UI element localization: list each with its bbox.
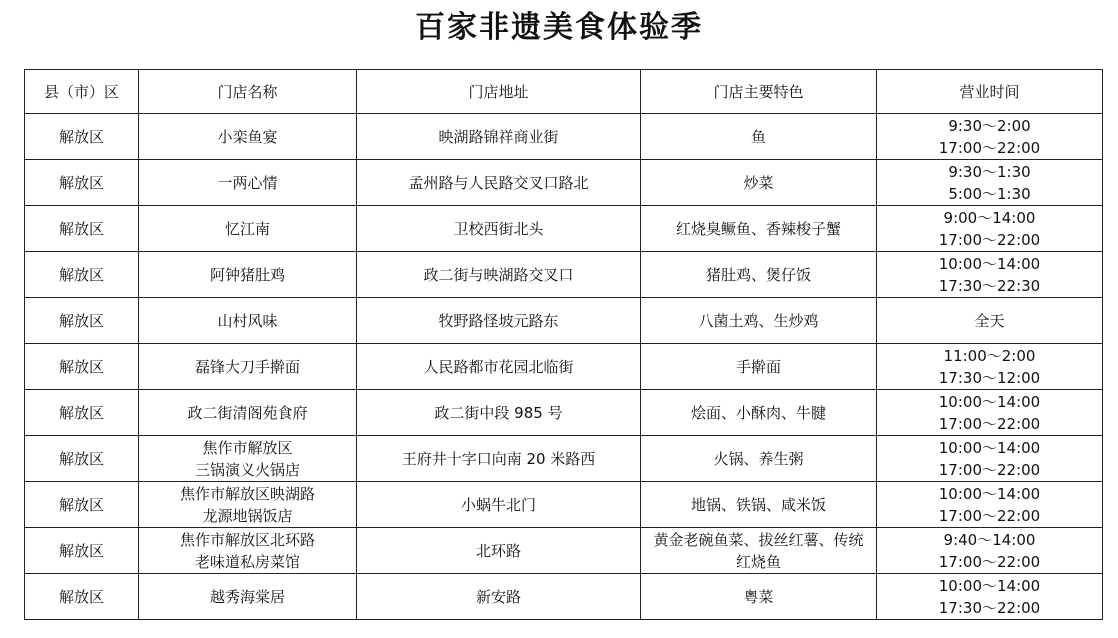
table-row — [25, 482, 1103, 528]
store-feature-cell — [641, 482, 877, 528]
table-row — [25, 528, 1103, 574]
store-name-cell — [139, 528, 357, 574]
hours-line: 17:30～22:00 — [938, 598, 1041, 617]
district-cell: 解放区 — [25, 298, 139, 344]
feature-line: 烩面、小酥肉、牛腱 — [690, 403, 826, 422]
table-row — [25, 344, 1103, 390]
store-address-cell: 映湖路锦祥商业街 — [357, 114, 641, 160]
store-address-cell: 北环路 — [357, 528, 641, 574]
name-line: 一两心情 — [217, 173, 278, 192]
store-name-cell — [139, 206, 357, 252]
table-row — [25, 298, 1103, 344]
store-name-cell — [139, 298, 357, 344]
name-line: 山村风味 — [217, 311, 278, 330]
store-name-cell — [139, 436, 357, 482]
store-address-cell: 小蜗牛北门 — [357, 482, 641, 528]
hours-line: 17:00～22:00 — [938, 460, 1041, 479]
hours-line: 10:00～14:00 — [938, 438, 1041, 457]
business-hours-cell — [877, 436, 1103, 482]
feature-line: 黄金老碗鱼菜、拔丝红薯、传统 — [653, 530, 864, 549]
district-cell: 解放区 — [25, 390, 139, 436]
store-name-cell — [139, 114, 357, 160]
hours-line: 10:00～14:00 — [938, 392, 1041, 411]
business-hours-cell — [877, 114, 1103, 160]
store-feature-cell — [641, 528, 877, 574]
hours-line: 5:00～1:30 — [948, 184, 1031, 203]
hours-line: 17:00～22:00 — [938, 138, 1041, 157]
business-hours-cell — [877, 482, 1103, 528]
feature-line: 炒菜 — [743, 173, 774, 192]
hours-line: 10:00～14:00 — [938, 484, 1041, 503]
store-table — [24, 69, 1103, 620]
table-row — [25, 114, 1103, 160]
store-feature-cell — [641, 160, 877, 206]
store-address-cell: 政二街中段 985 号 — [357, 390, 641, 436]
district-cell: 解放区 — [25, 344, 139, 390]
store-feature-cell — [641, 252, 877, 298]
hours-line: 17:30～12:00 — [938, 368, 1041, 387]
store-address-cell: 卫校西街北头 — [357, 206, 641, 252]
store-feature-cell — [641, 206, 877, 252]
feature-line: 鱼 — [750, 127, 766, 146]
name-line: 老味道私房菜馆 — [194, 552, 300, 571]
header-business-hours: 营业时间 — [877, 70, 1103, 114]
table-row — [25, 390, 1103, 436]
name-line: 焦作市解放区映湖路 — [179, 484, 315, 503]
feature-line: 猪肚鸡、煲仔饭 — [705, 265, 811, 284]
name-line: 忆江南 — [224, 219, 270, 238]
store-feature-cell — [641, 436, 877, 482]
feature-line: 八菌土鸡、生炒鸡 — [698, 311, 819, 330]
store-name-cell — [139, 390, 357, 436]
name-line: 龙源地锅饭店 — [202, 506, 293, 525]
hours-line: 17:00～22:00 — [938, 414, 1041, 433]
store-name-cell — [139, 252, 357, 298]
store-address-cell: 孟州路与人民路交叉口路北 — [357, 160, 641, 206]
store-name-cell — [139, 344, 357, 390]
table-body — [25, 114, 1103, 620]
feature-line: 火锅、养生粥 — [713, 449, 804, 468]
header-store-feature: 门店主要特色 — [641, 70, 877, 114]
header-store-name: 门店名称 — [139, 70, 357, 114]
hours-line: 9:30～1:30 — [948, 162, 1031, 181]
district-cell: 解放区 — [25, 436, 139, 482]
store-name-cell — [139, 574, 357, 620]
table-row — [25, 206, 1103, 252]
name-line: 阿钟猪肚鸡 — [209, 265, 285, 284]
business-hours-cell — [877, 344, 1103, 390]
store-feature-cell — [641, 390, 877, 436]
business-hours-cell — [877, 160, 1103, 206]
business-hours-cell — [877, 298, 1103, 344]
feature-line: 手擀面 — [735, 357, 781, 376]
name-line: 焦作市解放区北环路 — [179, 530, 315, 549]
name-line: 政二街清阁苑食府 — [187, 403, 308, 422]
name-line: 小栾鱼宴 — [217, 127, 278, 146]
hours-line: 17:00～22:00 — [938, 552, 1041, 571]
business-hours-cell — [877, 206, 1103, 252]
hours-line: 11:00～2:00 — [943, 346, 1036, 365]
store-feature-cell — [641, 574, 877, 620]
district-cell: 解放区 — [25, 482, 139, 528]
name-line: 越秀海棠居 — [209, 587, 285, 606]
store-name-cell — [139, 160, 357, 206]
business-hours-cell — [877, 390, 1103, 436]
business-hours-cell — [877, 252, 1103, 298]
store-address-cell: 政二街与映湖路交叉口 — [357, 252, 641, 298]
table-header-row — [25, 70, 1103, 114]
district-cell: 解放区 — [25, 574, 139, 620]
business-hours-cell — [877, 574, 1103, 620]
hours-line: 9:30～2:00 — [948, 116, 1031, 135]
district-cell: 解放区 — [25, 206, 139, 252]
store-address-cell: 王府井十字口向南 20 米路西 — [357, 436, 641, 482]
store-address-cell: 牧野路怪坡元路东 — [357, 298, 641, 344]
hours-line: 17:00～22:00 — [938, 230, 1041, 249]
district-cell: 解放区 — [25, 528, 139, 574]
hours-line: 10:00～14:00 — [938, 576, 1041, 595]
header-district: 县（市）区 — [25, 70, 139, 114]
hours-line: 9:40～14:00 — [943, 530, 1036, 549]
hours-line: 9:00～14:00 — [943, 208, 1036, 227]
store-feature-cell — [641, 344, 877, 390]
hours-line: 全天 — [974, 311, 1005, 330]
feature-line: 红烧臭鳜鱼、香辣梭子蟹 — [675, 219, 841, 238]
hours-line: 17:00～22:00 — [938, 506, 1041, 525]
store-name-cell — [139, 482, 357, 528]
business-hours-cell — [877, 528, 1103, 574]
feature-line: 红烧鱼 — [735, 552, 781, 571]
district-cell: 解放区 — [25, 252, 139, 298]
page-title: 百家非遗美食体验季 — [415, 10, 703, 45]
table-row — [25, 436, 1103, 482]
table-row — [25, 160, 1103, 206]
table-row — [25, 252, 1103, 298]
header-store-address: 门店地址 — [357, 70, 641, 114]
feature-line: 地锅、铁锅、咸米饭 — [690, 495, 826, 514]
name-line: 焦作市解放区 — [202, 438, 293, 457]
table-row — [25, 574, 1103, 620]
store-address-cell: 人民路都市花园北临街 — [357, 344, 641, 390]
name-line: 三锅演义火锅店 — [194, 460, 300, 479]
district-cell: 解放区 — [25, 160, 139, 206]
store-address-cell: 新安路 — [357, 574, 641, 620]
hours-line: 17:30～22:30 — [938, 276, 1041, 295]
name-line: 磊锋大刀手擀面 — [194, 357, 300, 376]
store-feature-cell — [641, 114, 877, 160]
hours-line: 10:00～14:00 — [938, 254, 1041, 273]
district-cell: 解放区 — [25, 114, 139, 160]
store-feature-cell — [641, 298, 877, 344]
feature-line: 粤菜 — [743, 587, 774, 606]
